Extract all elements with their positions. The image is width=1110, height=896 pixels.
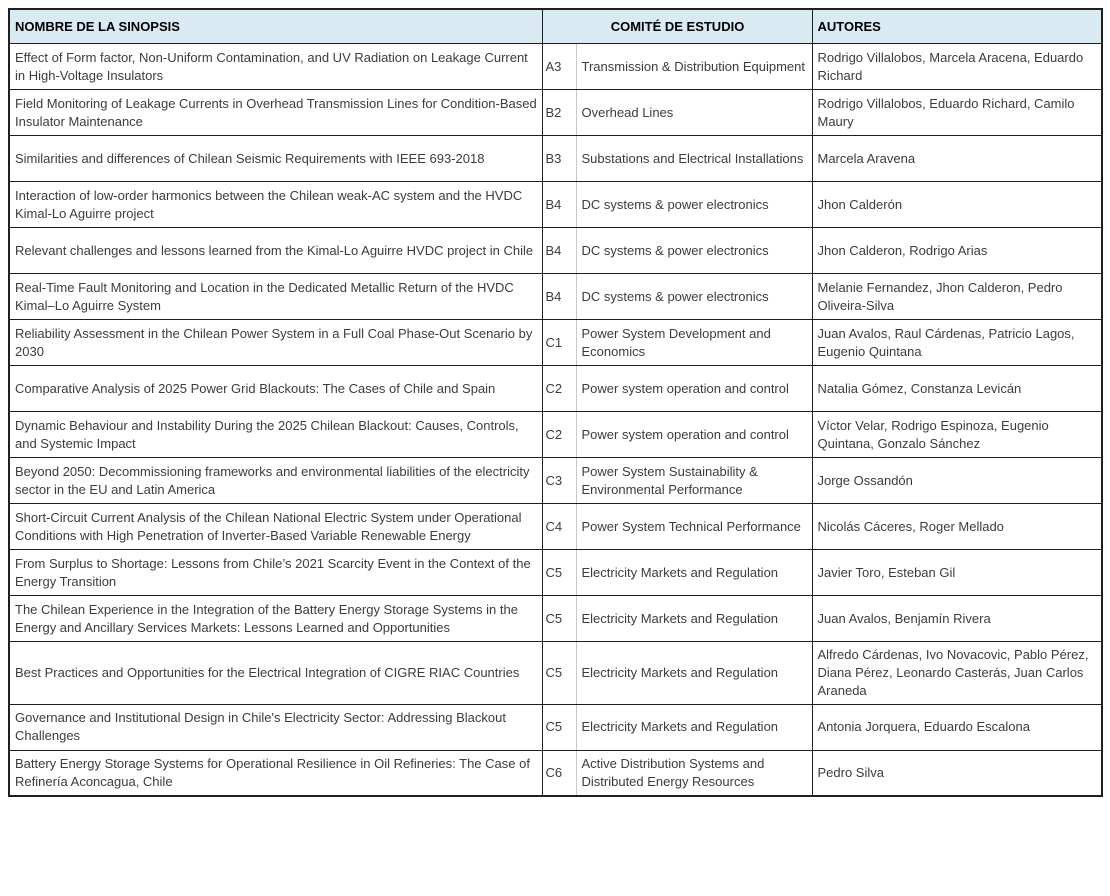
committee-name-cell: Active Distribution Systems and Distributed Energy Resources (576, 750, 812, 796)
table-row (9, 458, 1102, 504)
authors-cell: Rodrigo Villalobos, Eduardo Richard, Camilo Maury (812, 90, 1102, 136)
committee-code-cell: C5 (542, 596, 576, 642)
committee-code-cell: C2 (542, 366, 576, 412)
committee-name-cell: Power system operation and control (576, 412, 812, 458)
committee-code-cell: C3 (542, 458, 576, 504)
committee-name-cell: Overhead Lines (576, 90, 812, 136)
table-row (9, 704, 1102, 750)
committee-code-cell: C2 (542, 412, 576, 458)
authors-cell: Rodrigo Villalobos, Marcela Aracena, Eduardo Richard (812, 44, 1102, 90)
authors-cell: Alfredo Cárdenas, Ivo Novacovic, Pablo Pérez, Diana Pérez, Leonardo Casterás, Juan Carlos Araneda (812, 642, 1102, 705)
committee-name-cell: Power System Development and Economics (576, 320, 812, 366)
table-body (9, 44, 1102, 797)
table-row (9, 228, 1102, 274)
synopsis-title-cell: From Surplus to Shortage: Lessons from Chile’s 2021 Scarcity Event in the Context of the Energy Transition (9, 550, 542, 596)
synopsis-title-cell: The Chilean Experience in the Integration of the Battery Energy Storage Systems in the Energy and Ancillary Services Markets: Lessons Learned and Opportunities (9, 596, 542, 642)
synopsis-title-cell: Real-Time Fault Monitoring and Location in the Dedicated Metallic Return of the HVDC Kimal–Lo Aguirre System (9, 274, 542, 320)
committee-name-cell: DC systems & power electronics (576, 228, 812, 274)
synopsis-title-cell: Dynamic Behaviour and Instability During the 2025 Chilean Blackout: Causes, Controls, and Systemic Impact (9, 412, 542, 458)
authors-cell: Nicolás Cáceres, Roger Mellado (812, 504, 1102, 550)
synopsis-title-cell: Effect of Form factor, Non-Uniform Contamination, and UV Radiation on Leakage Current in High-Voltage Insulators (9, 44, 542, 90)
authors-cell: Pedro Silva (812, 750, 1102, 796)
table-row (9, 136, 1102, 182)
table-row (9, 504, 1102, 550)
table-header (9, 9, 1102, 44)
committee-name-cell: Power System Technical Performance (576, 504, 812, 550)
table-row (9, 90, 1102, 136)
committee-code-cell: A3 (542, 44, 576, 90)
synopsis-title-cell: Best Practices and Opportunities for the Electrical Integration of CIGRE RIAC Countries (9, 642, 542, 705)
committee-code-cell: B4 (542, 182, 576, 228)
table-row (9, 366, 1102, 412)
authors-cell: Jhon Calderon, Rodrigo Arias (812, 228, 1102, 274)
header-authors: AUTORES (812, 9, 1102, 44)
synopsis-title-cell: Short-Circuit Current Analysis of the Chilean National Electric System under Operational Conditions with High Penetration of Inverter-Based Variable Renewable Energy (9, 504, 542, 550)
committee-code-cell: C5 (542, 642, 576, 705)
committee-code-cell: C6 (542, 750, 576, 796)
committee-name-cell: DC systems & power electronics (576, 182, 812, 228)
synopsis-title-cell: Beyond 2050: Decommissioning frameworks and environmental liabilities of the electricity sector in the EU and Latin America (9, 458, 542, 504)
authors-cell: Melanie Fernandez, Jhon Calderon, Pedro Oliveira-Silva (812, 274, 1102, 320)
authors-cell: Jhon Calderón (812, 182, 1102, 228)
authors-cell: Antonia Jorquera, Eduardo Escalona (812, 704, 1102, 750)
table-row (9, 550, 1102, 596)
header-committee: COMITÉ DE ESTUDIO (542, 9, 812, 44)
authors-cell: Víctor Velar, Rodrigo Espinoza, Eugenio Quintana, Gonzalo Sánchez (812, 412, 1102, 458)
synopsis-title-cell: Comparative Analysis of 2025 Power Grid Blackouts: The Cases of Chile and Spain (9, 366, 542, 412)
synopsis-title-cell: Reliability Assessment in the Chilean Power System in a Full Coal Phase-Out Scenario by 2030 (9, 320, 542, 366)
committee-code-cell: B2 (542, 90, 576, 136)
table-row (9, 750, 1102, 796)
table-row (9, 44, 1102, 90)
committee-code-cell: B4 (542, 274, 576, 320)
committee-name-cell: Electricity Markets and Regulation (576, 704, 812, 750)
authors-cell: Natalia Gómez, Constanza Levicán (812, 366, 1102, 412)
committee-name-cell: Electricity Markets and Regulation (576, 642, 812, 705)
authors-cell: Jorge Ossandón (812, 458, 1102, 504)
authors-cell: Juan Avalos, Benjamín Rivera (812, 596, 1102, 642)
table-row (9, 274, 1102, 320)
table-row (9, 182, 1102, 228)
committee-code-cell: B3 (542, 136, 576, 182)
committee-code-cell: C5 (542, 550, 576, 596)
table-row (9, 320, 1102, 366)
committee-name-cell: Electricity Markets and Regulation (576, 550, 812, 596)
committee-name-cell: DC systems & power electronics (576, 274, 812, 320)
table-row (9, 596, 1102, 642)
committee-code-cell: B4 (542, 228, 576, 274)
committee-code-cell: C4 (542, 504, 576, 550)
synopsis-title-cell: Similarities and differences of Chilean Seismic Requirements with IEEE 693-2018 (9, 136, 542, 182)
synopsis-title-cell: Interaction of low-order harmonics between the Chilean weak-AC system and the HVDC Kimal-Lo Aguirre project (9, 182, 542, 228)
synopsis-title-cell: Field Monitoring of Leakage Currents in Overhead Transmission Lines for Condition-Based Insulator Maintenance (9, 90, 542, 136)
authors-cell: Juan Avalos, Raul Cárdenas, Patricio Lagos, Eugenio Quintana (812, 320, 1102, 366)
table-row (9, 412, 1102, 458)
committee-name-cell: Substations and Electrical Installations (576, 136, 812, 182)
committee-name-cell: Transmission & Distribution Equipment (576, 44, 812, 90)
committee-name-cell: Power system operation and control (576, 366, 812, 412)
committee-code-cell: C1 (542, 320, 576, 366)
synopsis-title-cell: Battery Energy Storage Systems for Operational Resilience in Oil Refineries: The Case of Refinería Aconcagua, Chile (9, 750, 542, 796)
committee-name-cell: Electricity Markets and Regulation (576, 596, 812, 642)
committee-name-cell: Power System Sustainability & Environmental Performance (576, 458, 812, 504)
synopsis-title-cell: Relevant challenges and lessons learned from the Kimal-Lo Aguirre HVDC project in Chile (9, 228, 542, 274)
authors-cell: Marcela Aravena (812, 136, 1102, 182)
authors-cell: Javier Toro, Esteban Gil (812, 550, 1102, 596)
synopsis-table (8, 8, 1103, 797)
synopsis-title-cell: Governance and Institutional Design in Chile's Electricity Sector: Addressing Blackout Challenges (9, 704, 542, 750)
header-synopsis: NOMBRE DE LA SINOPSIS (9, 9, 542, 44)
header-row (9, 9, 1102, 44)
committee-code-cell: C5 (542, 704, 576, 750)
table-row (9, 642, 1102, 705)
